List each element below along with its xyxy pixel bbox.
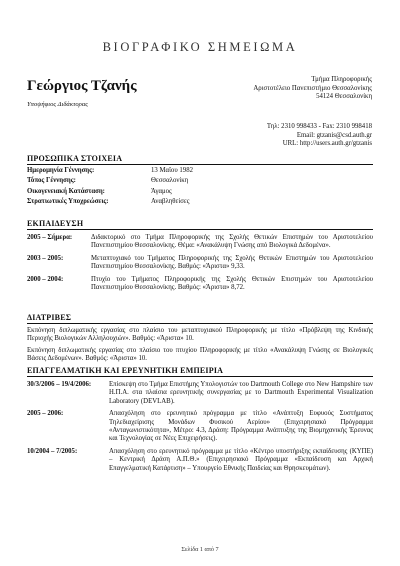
section-heading: ΕΠΑΓΓΕΛΜΑΤΙΚΗ ΚΑΙ ΕΡΕΥΝΗΤΙΚΗ ΕΜΠΕΙΡΙΑ: [27, 366, 373, 377]
education-date: 2003 – 2005:: [27, 254, 64, 262]
personal-row: [27, 198, 373, 206]
experience-date: 10/2004 – 7/2005:: [27, 447, 78, 455]
experience-date: 30/3/2006 – 19/4/2006:: [27, 381, 92, 388]
contact-url[interactable]: URL: http://users.auth.gr/gtzanis: [282, 140, 372, 148]
personal-row: [27, 167, 373, 175]
education-text: Πτυχίο του Τμήματος Πληροφορικής της Σχολής Θετικών Επιστημών του Αριστοτελείου Πανεπιστημίου Θεσσαλονίκης. Βαθμός: «Άριστα» 8,72.: [91, 275, 373, 292]
contact-email[interactable]: Email: gtzanis@csd.auth.gr: [296, 131, 372, 139]
thesis-paragraph: Εκπόνηση διπλωματικής εργασίας στο πλαίσιο του πτυχίου Πληροφορικής με τίτλο «Ανακάλυψη Γνώσης σε Βιολογικές Βάσεις Δεδομένων». Βαθμός: «Άριστα» 10.: [27, 346, 373, 363]
section-heading: ΠΡΟΣΩΠΙΚΑ ΣΤΟΙΧΕΙΑ: [27, 154, 373, 165]
education-text: Μεταπτυχιακό του Τμήματος Πληροφορικής της Σχολής Θετικών Επιστημών του Αριστοτελείου Πανεπιστημίου Θεσσαλονίκης. Βαθμός: «Άριστα» 9,33.: [91, 254, 373, 271]
contact-block: [267, 123, 372, 149]
document-title: ΒΙΟΓΡΑΦΙΚΟ ΣΗΜΕΙΩΜΑ: [102, 40, 298, 54]
thesis-paragraph: Εκπόνηση διπλωματικής εργασίας στο πλαίσιο του μεταπτυχιακού Πληροφορικής με τίτλο «Πρόβλεψη της Κινδικής Περιοχής Βιολογικών Αλληλουχιών». Βαθμός: «Άριστα» 10.: [27, 327, 373, 343]
personal-section: [27, 154, 373, 207]
education-text: Διδακτορικό στο Τμήμα Πληροφορικής της Σχολής Θετικών Επιστημών του Αριστοτελείου Πανεπιστημίου Θεσσαλονίκης. Θέμα: «Ανακάλυψη Γνώσης από Βιολογικά Δεδομένα».: [91, 234, 373, 250]
experience-row: [27, 410, 373, 444]
page-footer: Σελίδα 1 από 7: [181, 546, 219, 553]
experience-text: Απασχόληση στο ερευνητικό πρόγραμμα με τίτλο «Ανάπτυξη Ευφυούς Συστήματος Τηλεδιαχείρισης Μονάδων Φυσικού Αερίου» (Επιχειρησιακό Πρόγραμμα «Ανταγωνιστικότητα», Μέτρο: 4.3, Δράση: Πρόγραμμα Ανάπτυξης της Βιομηχανικής Έρευνας και Τεχνολογίας σε Νέες Επιχειρήσεις).: [109, 410, 373, 443]
education-row: [27, 276, 373, 293]
experience-text: Απασχόληση στο ερευνητικό πρόγραμμα με τίτλο «Κέντρο υποστήριξης εκπαίδευσης (ΚΥΠΕ) – Κεντρική Δράση Α.Π.Θ.» (Επιχειρησιακό Πρόγραμμα «Εκπαίδευση και Αρχική Επαγγελματική Κατάρτιση» – Υπουργείο Εθνικής Παιδείας και Θρησκευμάτων).: [109, 447, 373, 472]
personal-row: [27, 188, 373, 196]
experience-row: [27, 381, 373, 406]
experience-text: Επίσκεψη στο Τμήμα Επιστήμης Υπολογιστών του Dartmouth College στο New Hampshire των Η.Π.Α. στα πλαίσια ερευνητικής συνεργασίας με το Dartmouth Experimental Visualization Laboratory (DEVLAB).: [109, 381, 373, 405]
personal-label: Στρατιωτικές Υποχρεώσεις:: [27, 198, 109, 206]
experience-section: [27, 366, 373, 473]
person-name: Γεώργιος Τζανής: [27, 78, 137, 94]
personal-label: Τόπος Γέννησης:: [27, 177, 76, 185]
affiliation-block: [253, 76, 372, 102]
theses-section: [27, 313, 373, 364]
personal-label: Οικογενειακή Κατάσταση:: [27, 187, 105, 195]
section-heading: ΔΙΑΤΡΙΒΕΣ: [27, 313, 373, 324]
section-heading: ΕΚΠΑΙΔΕΥΣΗ: [27, 219, 373, 230]
affiliation-address: 54124 Θεσσαλονίκη: [316, 93, 372, 101]
education-row: [27, 234, 373, 251]
personal-value: Αναβληθείσες: [151, 198, 190, 206]
personal-value: 13 Μαΐου 1982: [151, 167, 193, 174]
contact-phone-fax: Τηλ: 2310 998433 - Fax: 2310 998418: [266, 123, 372, 130]
education-date: 2005 – Σήμερα:: [27, 234, 73, 241]
personal-row: [27, 177, 373, 185]
affiliation-university: Αριστοτέλειο Πανεπιστήμιο Θεσσαλονίκης: [253, 84, 372, 92]
personal-value: Άγαμος: [151, 187, 172, 195]
education-date: 2000 – 2004:: [27, 275, 64, 283]
person-subtitle: Υποψήφιος Διδάκτορας: [27, 101, 88, 108]
education-section: [27, 219, 373, 292]
experience-row: [27, 448, 373, 473]
affiliation-department: Τμήμα Πληροφορικής: [311, 76, 372, 83]
personal-label: Ημερομηνία Γέννησης:: [27, 167, 95, 174]
experience-date: 2005 – 2006:: [27, 410, 64, 418]
personal-value: Θεσσαλονίκη: [151, 177, 189, 185]
education-row: [27, 255, 373, 272]
